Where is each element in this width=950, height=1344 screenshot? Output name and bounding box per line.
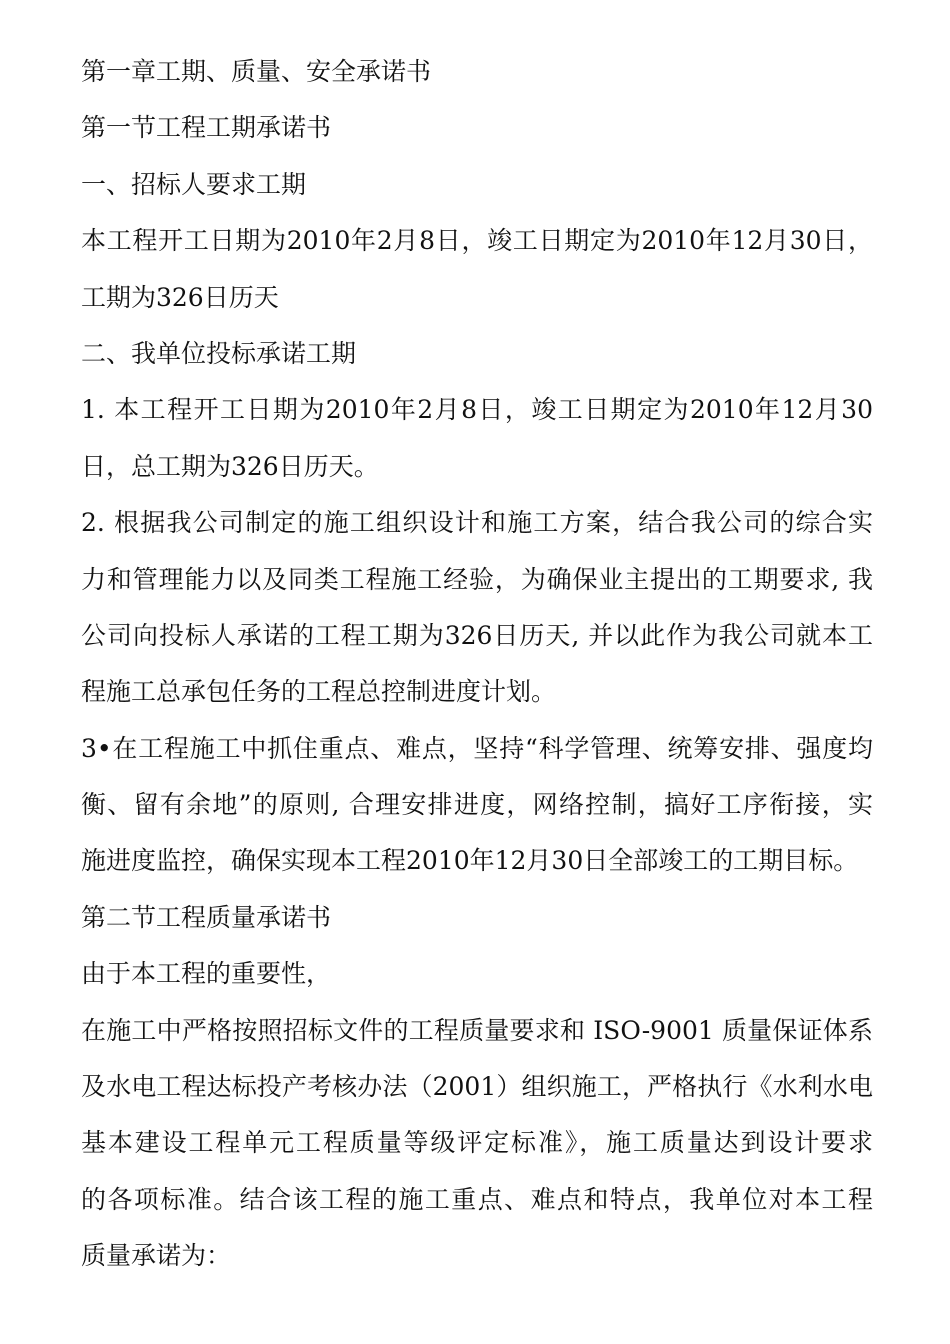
- section-title: 第二节工程质量承诺书: [81, 902, 332, 932]
- paragraph-line: 在施工中严格按照招标文件的工程质量要求和 ISO-9001 质量保证体系: [81, 1015, 873, 1045]
- paragraph-line: 及水电工程达标投产考核办法（2001）组织施工，严格执行《水利水电: [81, 1072, 873, 1102]
- list-item-line: 程施工总承包任务的工程总控制进度计划。: [81, 677, 557, 707]
- section-title: 第一节工程工期承诺书: [81, 113, 332, 143]
- list-item-line: 1. 本工程开工日期为2010年2月8日，竣工日期定为2010年12月30: [81, 395, 873, 425]
- list-item-line: 日，总工期为326日历天。: [81, 451, 379, 481]
- paragraph-line: 本工程开工日期为2010年2月8日，竣工日期定为2010年12月30日，: [81, 226, 873, 256]
- paragraph-line: 质量承诺为：: [81, 1241, 232, 1271]
- paragraph-line: 工期为326日历天: [81, 282, 279, 312]
- list-item-line: 2. 根据我公司制定的施工组织设计和施工方案，结合我公司的综合实: [81, 508, 873, 538]
- subsection-heading: 一、招标人要求工期: [81, 169, 307, 199]
- list-item-line: 力和管理能力以及同类工程施工经验，为确保业主提出的工期要求, 我: [81, 564, 873, 594]
- paragraph-line: 基本建设工程单元工程质量等级评定标准》，施工质量达到设计要求: [81, 1128, 873, 1158]
- list-item-line: 施进度监控，确保实现本工程2010年12月30日全部竣工的工期目标。: [81, 846, 859, 876]
- paragraph-line: 的各项标准。结合该工程的施工重点、难点和特点，我单位对本工程: [81, 1184, 873, 1214]
- paragraph-line: 由于本工程的重要性，: [81, 959, 332, 989]
- subsection-heading: 二、我单位投标承诺工期: [81, 338, 357, 368]
- document-body: [81, 44, 873, 1285]
- list-item-line: 公司向投标人承诺的工程工期为326日历天, 并以此作为我公司就本工: [81, 620, 873, 650]
- chapter-title: 第一章工期、质量、安全承诺书: [81, 57, 432, 86]
- list-item-line: 衡、留有余地”的原则, 合理安排进度，网络控制，搞好工序衔接，实: [81, 790, 873, 820]
- list-item-line: 3•在工程施工中抓住重点、难点，坚持“科学管理、统筹安排、强度均: [81, 733, 873, 763]
